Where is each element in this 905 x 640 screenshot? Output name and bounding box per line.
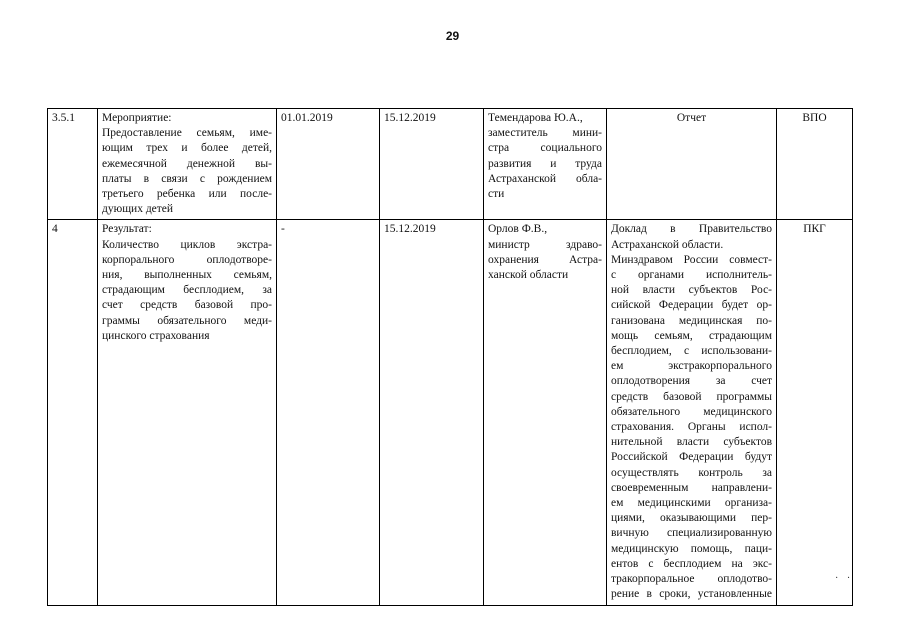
report-line: Астраханской области. [611, 238, 724, 251]
description-line: Количество циклов экстра- [102, 238, 272, 251]
event-description [98, 109, 277, 220]
result-type: Отчет [607, 109, 777, 220]
event-title: Мероприятие: [102, 112, 172, 124]
table-row [48, 109, 853, 220]
responsible-line: заместитель мини- [488, 127, 602, 140]
report-line: рение в сроки, установленные [611, 588, 772, 601]
table-row [48, 220, 853, 605]
indicator-code: ВПО [777, 109, 853, 220]
report-line: ем медицинскими организа- [611, 497, 772, 510]
description-line: цинского страхования [102, 329, 210, 342]
responsible-line: Астраханской обла- [488, 172, 602, 185]
report-line: Минздравом России совмест- [611, 253, 772, 266]
description-line: ющим трех и более детей, [102, 142, 272, 155]
report-line: Доклад в Правительство [611, 223, 772, 236]
report-line: медицинскую помощь, паци- [611, 542, 772, 555]
row-number: 4 [48, 220, 98, 605]
report-line: оплодотворения за счет [611, 375, 772, 388]
responsible-person [484, 109, 607, 220]
responsible-line: развития и труда [488, 157, 602, 170]
responsible-line: охранения Астра- [488, 253, 602, 266]
description-line: ния, выполненных семьям, [102, 269, 272, 282]
report-line: страхования. Органы испол- [611, 421, 772, 434]
report-line: своевременным направлени- [611, 481, 772, 494]
result-title: Результат: [102, 223, 152, 236]
page-number: 29 [445, 29, 460, 43]
responsible-line: министр здраво- [488, 238, 602, 251]
responsible-line: сти [488, 188, 505, 201]
responsible-line: стра социального [488, 142, 602, 155]
report-line: средств базовой программы [611, 390, 772, 403]
end-date: 15.12.2019 [380, 109, 484, 220]
report-line: Российской Федерации будут [611, 451, 772, 464]
description-line: корпорального оплодотворе- [102, 253, 272, 266]
description-line: граммы обязательного меди- [102, 314, 272, 327]
report-line: вичную специализированную [611, 527, 772, 540]
responsible-line: Орлов Ф.В., [488, 223, 548, 236]
report-line: бесплодием, с использовани- [611, 345, 772, 358]
report-line: ем экстракорпорального [611, 360, 772, 373]
responsible-person [484, 220, 607, 605]
description-line: Предоставление семьям, име- [102, 127, 272, 140]
report-line: осуществлять контроль за [611, 466, 772, 479]
responsible-line: ханской области [488, 269, 569, 282]
report-line: ганизована медицинская по- [611, 314, 772, 327]
plan-table [47, 108, 853, 606]
description-line: страдающим бесплодием, за [102, 284, 272, 297]
description-line: счет средств базовой про- [102, 299, 272, 312]
result-report [607, 220, 777, 605]
report-line: ной власти субъектов Рос- [611, 284, 772, 297]
report-line: ентов с бесплодием на экс- [611, 557, 772, 570]
end-date: 15.12.2019 [380, 220, 484, 605]
description-line: платы в связи с рождением [102, 172, 272, 185]
responsible-line: Темендарова Ю.А., [488, 112, 583, 124]
report-line: обязательного медицинского [611, 405, 772, 418]
report-line: сийской Федерации будет ор- [611, 299, 772, 312]
report-line: с органами исполнитель- [611, 269, 772, 282]
result-description [98, 220, 277, 605]
report-line: циями, оказывающими пер- [611, 512, 772, 525]
description-line: дующих детей [102, 203, 174, 216]
start-date: - [277, 220, 380, 605]
description-line: третьего ребенка или после- [102, 188, 272, 201]
indicator-code: ПКГ [777, 220, 853, 605]
description-line: ежемесячной денежной вы- [102, 157, 272, 170]
row-number: 3.5.1 [48, 109, 98, 220]
report-line: нительной власти субъектов [611, 436, 772, 449]
stray-mark: · · [835, 573, 854, 584]
report-line: тракорпоральное оплодотво- [611, 573, 772, 586]
report-line: мощь семьям, страдающим [611, 329, 772, 342]
start-date: 01.01.2019 [277, 109, 380, 220]
